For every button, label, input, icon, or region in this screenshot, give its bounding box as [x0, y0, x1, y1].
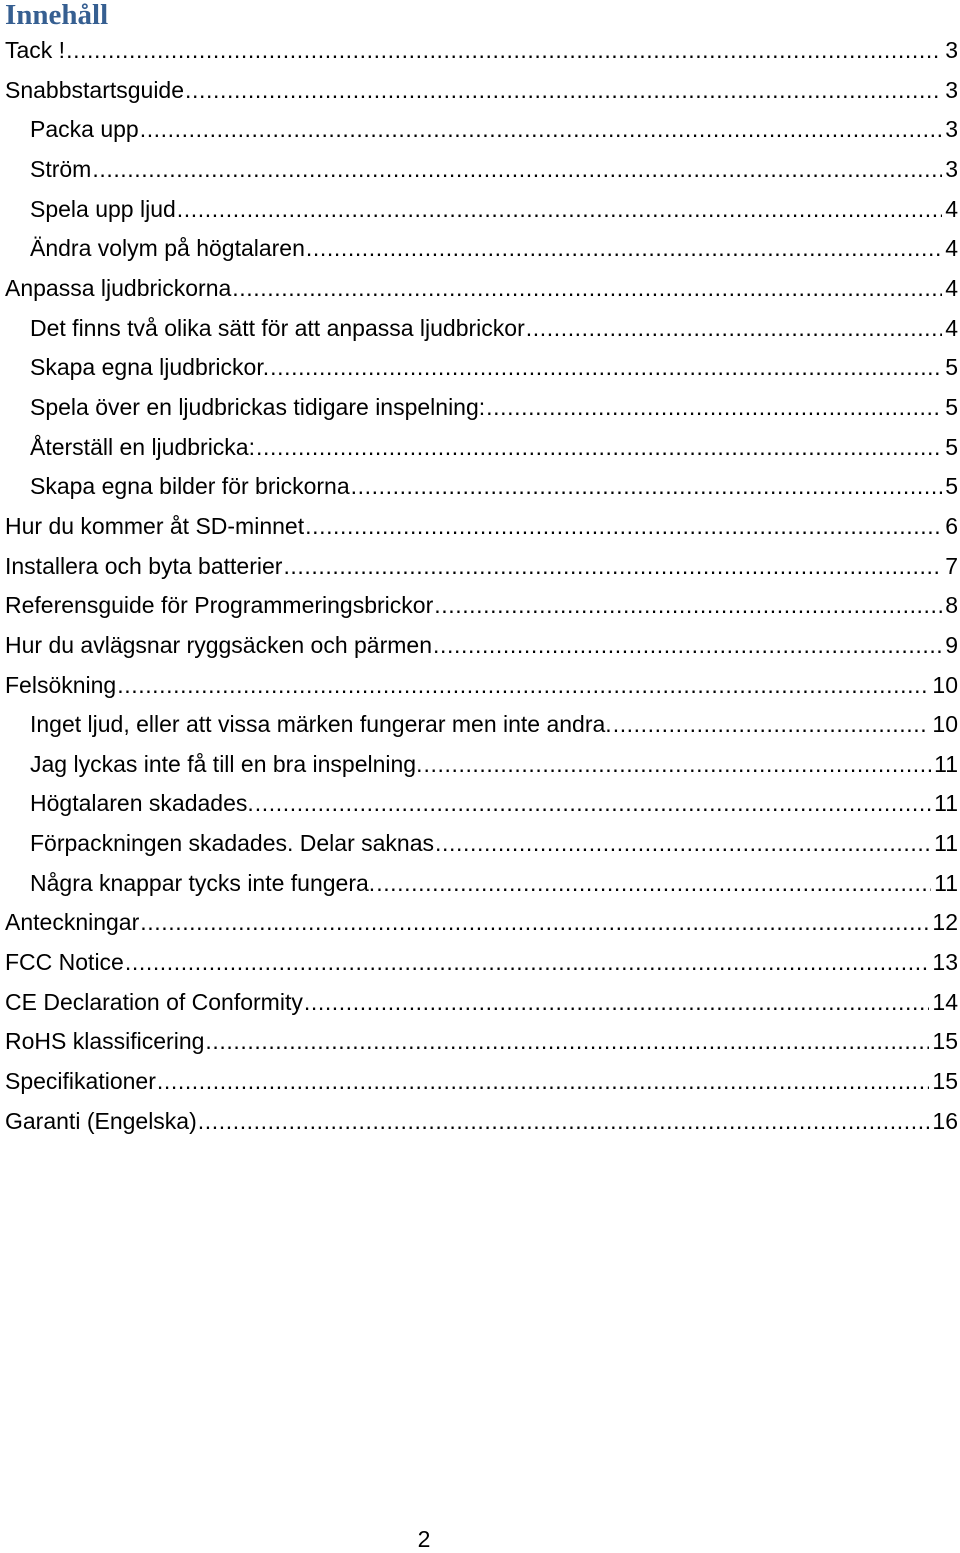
- toc-entry-page: 11: [934, 869, 958, 896]
- toc-entry-page: 4: [945, 274, 958, 301]
- toc-dot-leader: [305, 507, 942, 547]
- toc-dot-leader: [270, 348, 942, 388]
- toc-dot-leader: [117, 666, 929, 706]
- toc-entry[interactable]: [5, 467, 958, 507]
- toc-dot-leader: [125, 943, 930, 983]
- toc-entry[interactable]: [5, 348, 958, 388]
- toc-entry-page: 5: [945, 354, 958, 381]
- toc-dot-leader: [185, 71, 942, 111]
- toc-entry-label: Spela upp ljud: [30, 195, 176, 222]
- toc-entry-page: 3: [945, 116, 958, 143]
- toc-entry-page: 15: [932, 1068, 958, 1095]
- table-of-contents: [5, 31, 958, 1141]
- toc-entry[interactable]: [5, 547, 958, 587]
- toc-entry-label: Anteckningar: [5, 909, 140, 936]
- toc-dot-leader: [306, 229, 942, 269]
- toc-entry[interactable]: [5, 864, 958, 904]
- toc-entry-label: Det finns två olika sätt för att anpassa ljudbrickor: [30, 314, 525, 341]
- toc-entry-label: Inget ljud, eller att vissa märken fungerar men inte andra.: [30, 711, 612, 738]
- toc-entry[interactable]: [5, 110, 958, 150]
- toc-dot-leader: [435, 824, 931, 864]
- toc-entry-page: 3: [945, 155, 958, 182]
- toc-entry[interactable]: [5, 229, 958, 269]
- toc-entry-page: 5: [945, 393, 958, 420]
- toc-dot-leader: [157, 1062, 930, 1102]
- toc-entry-page: 14: [932, 988, 958, 1015]
- toc-entry-label: Ström: [30, 155, 92, 182]
- toc-entry-label: Spela över en ljudbrickas tidigare inspelning:: [30, 393, 486, 420]
- toc-entry-page: 12: [932, 909, 958, 936]
- toc-entry-page: 3: [945, 76, 958, 103]
- toc-entry[interactable]: [5, 943, 958, 983]
- toc-entry-label: Specifikationer: [5, 1068, 156, 1095]
- toc-entry-label: Felsökning: [5, 671, 117, 698]
- toc-entry[interactable]: [5, 626, 958, 666]
- toc-dot-leader: [256, 428, 942, 468]
- toc-entry[interactable]: [5, 1102, 958, 1142]
- toc-entry-label: Hur du kommer åt SD-minnet: [5, 512, 305, 539]
- toc-entry[interactable]: [5, 507, 958, 547]
- toc-entry[interactable]: [5, 31, 958, 71]
- toc-dot-leader: [434, 586, 942, 626]
- toc-dot-leader: [232, 269, 942, 309]
- toc-entry[interactable]: [5, 428, 958, 468]
- toc-entry-page: 10: [932, 711, 958, 738]
- toc-entry-page: 11: [934, 750, 958, 777]
- toc-entry-label: Tack !: [5, 37, 66, 63]
- toc-entry-label: Skapa egna bilder för brickorna: [30, 473, 350, 500]
- toc-dot-leader: [283, 547, 942, 587]
- toc-entry-label: Förpackningen skadades. Delar saknas: [30, 830, 435, 857]
- toc-entry-page: 11: [934, 830, 958, 857]
- toc-dot-leader: [424, 745, 932, 785]
- toc-entry[interactable]: [5, 983, 958, 1023]
- toc-dot-leader: [198, 1102, 930, 1142]
- toc-entry-page: 6: [945, 512, 958, 539]
- toc-entry-label: CE Declaration of Conformity: [5, 988, 303, 1015]
- toc-entry-label: Återställ en ljudbricka:: [30, 433, 255, 460]
- toc-dot-leader: [140, 110, 943, 150]
- toc-entry-page: 7: [945, 552, 958, 579]
- page-number: 2: [417, 1526, 431, 1552]
- toc-dot-leader: [486, 388, 942, 428]
- toc-entry-page: 4: [945, 314, 958, 341]
- toc-entry-page: 4: [945, 235, 958, 262]
- toc-dot-leader: [376, 864, 931, 904]
- toc-dot-leader: [140, 903, 929, 943]
- toc-dot-leader: [304, 983, 930, 1023]
- toc-dot-leader: [92, 150, 942, 190]
- toc-dot-leader: [205, 1022, 929, 1062]
- toc-entry-page: 5: [945, 433, 958, 460]
- toc-entry[interactable]: [5, 388, 958, 428]
- toc-entry-page: 13: [932, 949, 958, 976]
- toc-entry-label: Packa upp: [30, 116, 139, 143]
- toc-entry-page: 15: [932, 1028, 958, 1055]
- toc-entry-page: 9: [945, 631, 958, 658]
- toc-entry[interactable]: [5, 705, 958, 745]
- toc-dot-leader: [433, 626, 942, 666]
- toc-entry[interactable]: [5, 666, 958, 706]
- toc-entry-label: RoHS klassificering: [5, 1028, 205, 1055]
- toc-entry-label: Garanti (Engelska): [5, 1107, 197, 1134]
- toc-entry[interactable]: [5, 71, 958, 111]
- toc-dot-leader: [177, 190, 942, 230]
- toc-entry-page: 10: [932, 671, 958, 698]
- toc-entry-label: Anpassa ljudbrickorna: [5, 274, 232, 301]
- toc-entry-label: FCC Notice: [5, 949, 124, 976]
- toc-entry[interactable]: [5, 1022, 958, 1062]
- toc-entry-label: Installera och byta batterier: [5, 552, 283, 579]
- toc-entry-label: Jag lyckas inte få till en bra inspelning.: [30, 750, 423, 777]
- toc-entry[interactable]: [5, 190, 958, 230]
- toc-entry[interactable]: [5, 586, 958, 626]
- toc-entry-label: Några knappar tycks inte fungera.: [30, 869, 376, 896]
- toc-entry-page: 4: [945, 195, 958, 222]
- toc-title: Innehåll: [5, 0, 109, 31]
- toc-entry[interactable]: [5, 745, 958, 785]
- toc-dot-leader: [255, 784, 931, 824]
- toc-entry[interactable]: [5, 309, 958, 349]
- toc-dot-leader: [526, 309, 942, 349]
- toc-entry[interactable]: [5, 150, 958, 190]
- toc-entry[interactable]: [5, 784, 958, 824]
- toc-dot-leader: [66, 31, 942, 71]
- toc-entry-label: Skapa egna ljudbrickor.: [30, 354, 270, 381]
- toc-entry-label: Högtalaren skadades.: [30, 790, 254, 817]
- toc-entry-page: 8: [945, 592, 958, 619]
- toc-entry-label: Hur du avlägsnar ryggsäcken och pärmen: [5, 631, 433, 658]
- toc-entry[interactable]: [5, 269, 958, 309]
- toc-dot-leader: [613, 705, 930, 745]
- toc-entry-page: 16: [932, 1107, 958, 1134]
- toc-dot-leader: [351, 467, 943, 507]
- toc-entry-label: Snabbstartsguide: [5, 76, 185, 103]
- toc-entry-page: 5: [945, 473, 958, 500]
- toc-entry-label: Referensguide för Programmeringsbrickor: [5, 592, 434, 619]
- toc-entry[interactable]: [5, 1062, 958, 1102]
- toc-entry-page: 3: [945, 37, 958, 63]
- toc-entry[interactable]: [5, 824, 958, 864]
- toc-entry-label: Ändra volym på högtalaren: [30, 235, 305, 262]
- toc-entry[interactable]: [5, 903, 958, 943]
- toc-entry-page: 11: [934, 790, 958, 817]
